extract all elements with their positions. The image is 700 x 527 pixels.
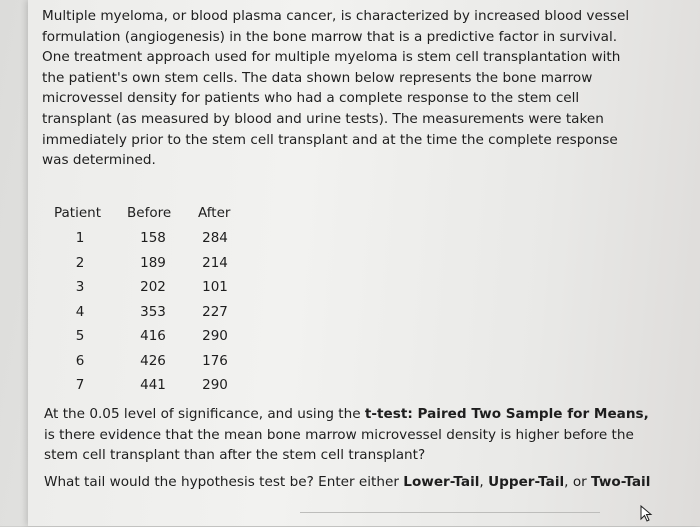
table-cell-after: 290: [202, 377, 228, 393]
table-cell-after: 101: [202, 279, 228, 295]
question-part2: is there evidence that the mean bone marrow microvessel density is higher before the stem cell transplant than after the stem cell transplant?: [44, 426, 634, 463]
table-cell-before: 189: [140, 255, 166, 271]
table-cell-patient: 2: [75, 255, 85, 271]
table-cell-after: 227: [202, 304, 228, 320]
table-cell-patient: 6: [75, 353, 85, 369]
table-cell-before: 202: [140, 279, 166, 295]
tail-prompt-sep2: , or: [564, 474, 592, 490]
table-cell-before: 158: [140, 230, 166, 246]
header-before: Before: [127, 205, 172, 221]
table-cell-before: 353: [140, 304, 166, 320]
table-cell-before: 441: [140, 377, 166, 393]
table-cell-patient: 5: [75, 328, 85, 344]
table-cell-patient: 1: [75, 230, 85, 246]
option-lower-tail: Lower-Tail: [403, 474, 480, 490]
tail-prompt: [44, 474, 684, 490]
tail-prompt-sep1: ,: [479, 474, 489, 490]
table-cell-patient: 4: [75, 304, 85, 320]
table-cell-patient: 3: [75, 279, 85, 295]
table-cell-before: 426: [140, 353, 166, 369]
table-cell-after: 290: [202, 328, 228, 344]
tail-prompt-lead: What tail would the hypothesis test be? Enter either: [44, 474, 404, 490]
test-name: t-test: Paired Two Sample for Means,: [364, 406, 649, 422]
question-part1: At the 0.05 level of significance, and using the: [44, 406, 365, 422]
problem-intro-paragraph: Multiple myeloma, or blood plasma cancer, is characterized by increased blood vessel formulation (angiogenesis) in the bone marrow that is a predictive factor in survival. One treatment approach used for multiple myeloma is stem cell transplantation with the patient's own stem cells. The data shown below represents the bone marrow microvessel density for patients who had a complete response to the stem cell transplant (as measured by blood and urine tests). The measurements were taken immediately prior to the stem cell transplant and at the time the complete response was determined.: [42, 8, 630, 169]
header-after: After: [198, 205, 231, 221]
table-cell-after: 284: [202, 230, 228, 246]
option-upper-tail: Upper-Tail: [488, 474, 565, 490]
table-cell-after: 176: [202, 353, 228, 369]
question-text: [44, 404, 654, 466]
table-cell-patient: 7: [75, 377, 85, 393]
table-cell-before: 416: [140, 328, 166, 344]
header-patient: Patient: [54, 205, 102, 221]
mouse-pointer-icon: [640, 505, 654, 523]
table-cell-after: 214: [202, 255, 228, 271]
answer-input-edge[interactable]: [300, 512, 600, 527]
option-two-tail: Two-Tail: [591, 474, 651, 490]
